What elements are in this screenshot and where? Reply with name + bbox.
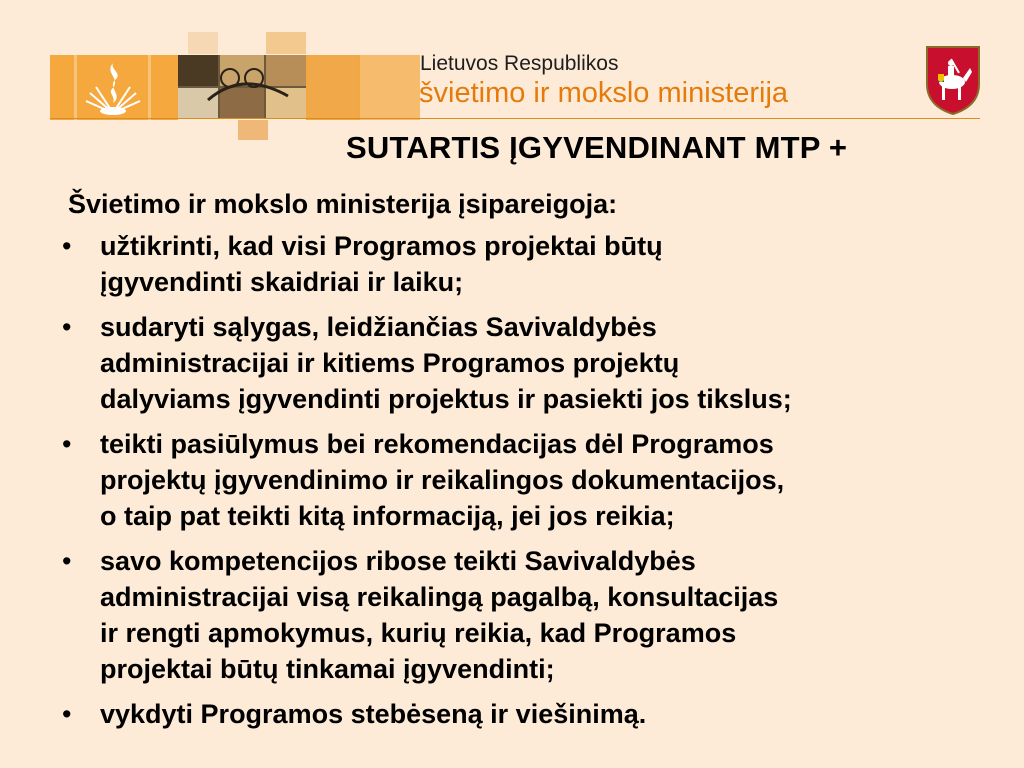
bullet-line: užtikrinti, kad visi Programos projektai būtų	[100, 231, 663, 261]
bullet-line: projektai būtų tinkamai įgyvendinti;	[100, 654, 555, 684]
header-photo-mosaic	[178, 30, 306, 140]
bullet-line: savo kompetencijos ribose teikti Savivaldybės	[100, 546, 696, 576]
bullet-line: ir rengti apmokymus, kurių reikia, kad Programos	[100, 618, 737, 648]
bullet-line: administracijai visą reikalingą pagalbą, konsultacijas	[100, 582, 779, 612]
vytis-coat-of-arms-icon	[924, 44, 982, 116]
bullet-item	[60, 543, 1000, 687]
bullet-symbol: •	[62, 699, 72, 729]
bullet-line: vykdyti Programos stebėseną ir viešinimą.	[100, 699, 647, 729]
bullet-line: teikti pasiūlymus bei rekomendacijas dėl Programos	[100, 429, 774, 459]
slide-title: SUTARTIS ĮGYVENDINANT MTP +	[346, 130, 848, 165]
bullet-symbol: •	[62, 429, 72, 459]
bullet-line: įgyvendinti skaidriai ir laiku;	[100, 267, 464, 297]
bullet-symbol: •	[62, 312, 72, 342]
bullet-item	[60, 309, 1000, 417]
slide-intro: Švietimo ir mokslo ministerija įsipareigoja:	[68, 189, 618, 219]
bullet-symbol: •	[62, 546, 72, 576]
bullet-item	[60, 228, 1000, 300]
bullet-symbol: •	[62, 231, 72, 261]
bullet-list	[60, 228, 1000, 741]
bullet-line: o taip pat teikti kitą informaciją, jei jos reikia;	[100, 501, 675, 531]
bullet-line: dalyviams įgyvendinti projektus ir pasiekti jos tikslus;	[100, 384, 792, 414]
banner-tile	[360, 55, 420, 120]
ministry-name-line2: švietimo ir mokslo ministerija	[419, 77, 789, 109]
bullet-line: projektų įgyvendinimo ir reikalingos dokumentacijos,	[100, 465, 785, 495]
banner-tile	[308, 55, 358, 120]
bullet-item	[60, 426, 1000, 534]
bullet-item	[60, 696, 1000, 732]
bullet-line: sudaryti sąlygas, leidžiančias Savivaldybės	[100, 312, 657, 342]
ministry-name-line1: Lietuvos Respublikos	[420, 52, 619, 75]
banner-underline	[50, 118, 980, 119]
bullet-line: administracijai ir kitiems Programos projektų	[100, 348, 680, 378]
header-banner	[0, 30, 1024, 120]
ministry-flame-logo-icon	[50, 55, 176, 120]
